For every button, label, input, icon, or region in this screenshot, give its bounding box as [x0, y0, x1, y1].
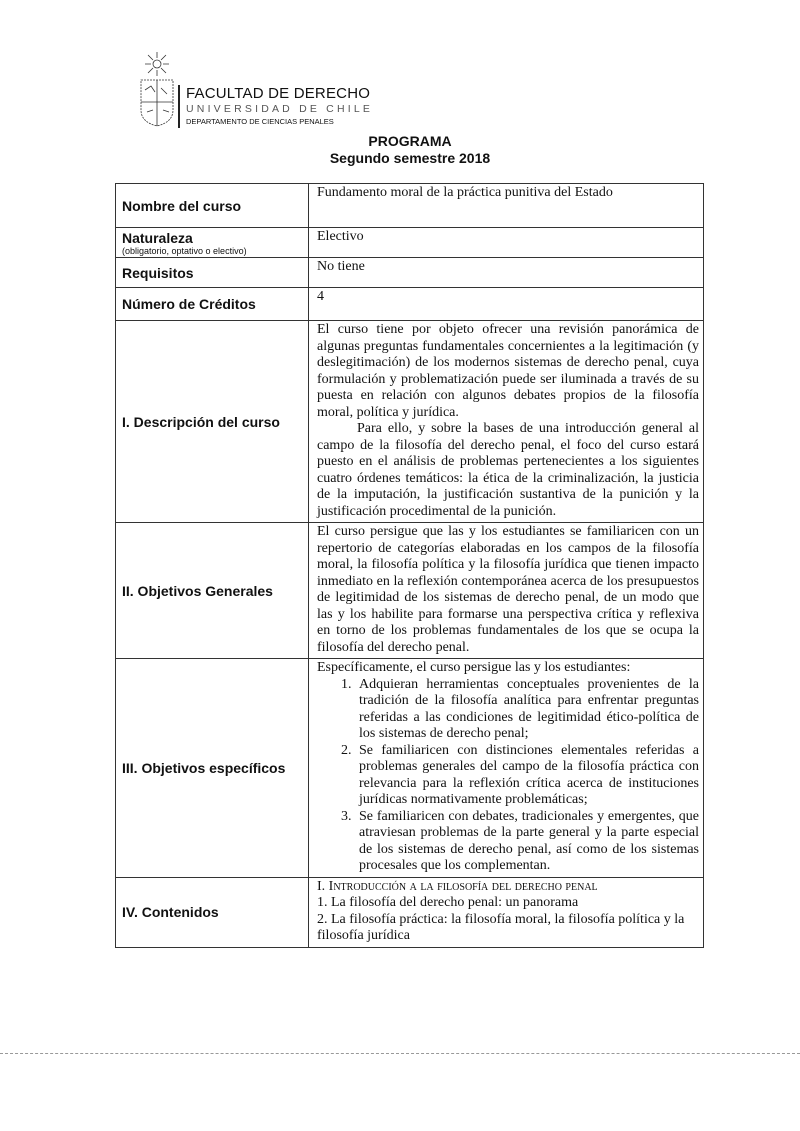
department-name: DEPARTAMENTO DE CIENCIAS PENALES [186, 117, 334, 126]
value-objetivos-especificos [309, 659, 704, 878]
list-item: 1. Adquieran herramientas conceptuales provenientes de la tradición de la filosofía analítica para enfrentar preguntas referidas a las condiciones de legitimidad ético-política de los sistemas de derecho penal; [355, 677, 699, 743]
value-creditos: 4 [309, 288, 704, 321]
contenidos-heading: I. Introducción a la filosofía del derecho penal [317, 878, 598, 894]
label-descripcion: I. Descripción del curso [116, 321, 309, 523]
row-nombre [116, 184, 704, 228]
semester-subtitle: Segundo semestre 2018 [329, 150, 491, 166]
naturaleza-label: Naturaleza [122, 229, 193, 246]
descripcion-paragraph-1: El curso tiene por objeto ofrecer una revisión panorámica de algunas preguntas fundamentales concernientes a la legitimación (y deslegitimación) de los modernos sistemas de derecho penal, cuya formulación y problematización puede ser iluminada a través de su puesta en relación con algunos debates propios de la filosofía moral, política y jurídica. [317, 322, 699, 420]
list-item: 3. Se familiaricen con debates, tradicionales y emergentes, que atraviesan problemas de la parte general y la parte especial de los sistemas de derecho penal, así como de los sistemas procesales que los complementan. [355, 809, 699, 875]
value-requisitos: No tiene [309, 258, 704, 288]
value-objetivos-generales: El curso persigue que las y los estudiantes se familiaricen con un repertorio de categorías elaboradas en los campos de la filosofía moral, la filosofía política y la filosofía jurídica que tienen impacto inmediato en la reflexión contemporánea acerca de los presupuestos de legitimidad de los sistemas de derecho penal, de un modo que las y los habilite para formarse una perspectiva crítica y reflexiva en torno de los problemas fundamentales de los que se ocupa la filosofía del derecho penal. [309, 523, 704, 659]
program-title: PROGRAMA [368, 133, 452, 149]
label-naturaleza [116, 228, 309, 258]
university-crest-logo [137, 50, 177, 130]
row-objetivos-especificos [116, 659, 704, 878]
label-nombre: Nombre del curso [116, 184, 309, 228]
list-item: 2. La filosofía práctica: la filosofía moral, la filosofía política y la filosofía jurídica [317, 911, 685, 943]
university-name: UNIVERSIDAD DE CHILE [186, 103, 374, 115]
objetivos-intro: Específicamente, el curso persigue las y los estudiantes: [317, 660, 631, 675]
row-naturaleza [116, 228, 704, 258]
institution-header [178, 85, 373, 128]
row-descripcion [116, 321, 704, 523]
value-descripcion [309, 321, 704, 523]
descripcion-paragraph-2: Para ello, y sobre la bases de una introducción general al campo de la filosofía del derecho penal, el foco del curso estará puesto en el análisis de problemas pertenecientes a los siguientes cuatro órdenes temáticos: la ética de la criminalización, la justicia de la imputación, la justificación sustantiva de la punición y la justificación procedimental de la punición. [317, 421, 699, 519]
label-objetivos-generales: II. Objetivos Generales [116, 523, 309, 659]
label-objetivos-especificos: III. Objetivos específicos [116, 659, 309, 878]
faculty-name: FACULTAD DE DERECHO [186, 85, 371, 102]
document-title [0, 133, 800, 167]
row-requisitos [116, 258, 704, 288]
row-contenidos [116, 877, 704, 947]
list-item: 2. Se familiaricen con distinciones elementales referidas a problemas generales del campo de la filosofía práctica con relevancia para la reflexión crítica acerca de instituciones jurídicas normativamente problemáticas; [355, 743, 699, 809]
objetivos-list [317, 677, 699, 875]
list-item: 1. La filosofía del derecho penal: un panorama [317, 895, 579, 910]
value-nombre: Fundamento moral de la práctica punitiva del Estado [309, 184, 704, 228]
label-requisitos: Requisitos [116, 258, 309, 288]
course-info-table [115, 183, 704, 948]
page-divider [0, 1053, 800, 1054]
label-contenidos: IV. Contenidos [116, 877, 309, 947]
value-naturaleza: Electivo [309, 228, 704, 258]
value-contenidos [309, 877, 704, 947]
row-creditos [116, 288, 704, 321]
label-creditos: Número de Créditos [116, 288, 309, 321]
row-objetivos-generales [116, 523, 704, 659]
naturaleza-sublabel: (obligatorio, optativo o electivo) [122, 245, 247, 256]
